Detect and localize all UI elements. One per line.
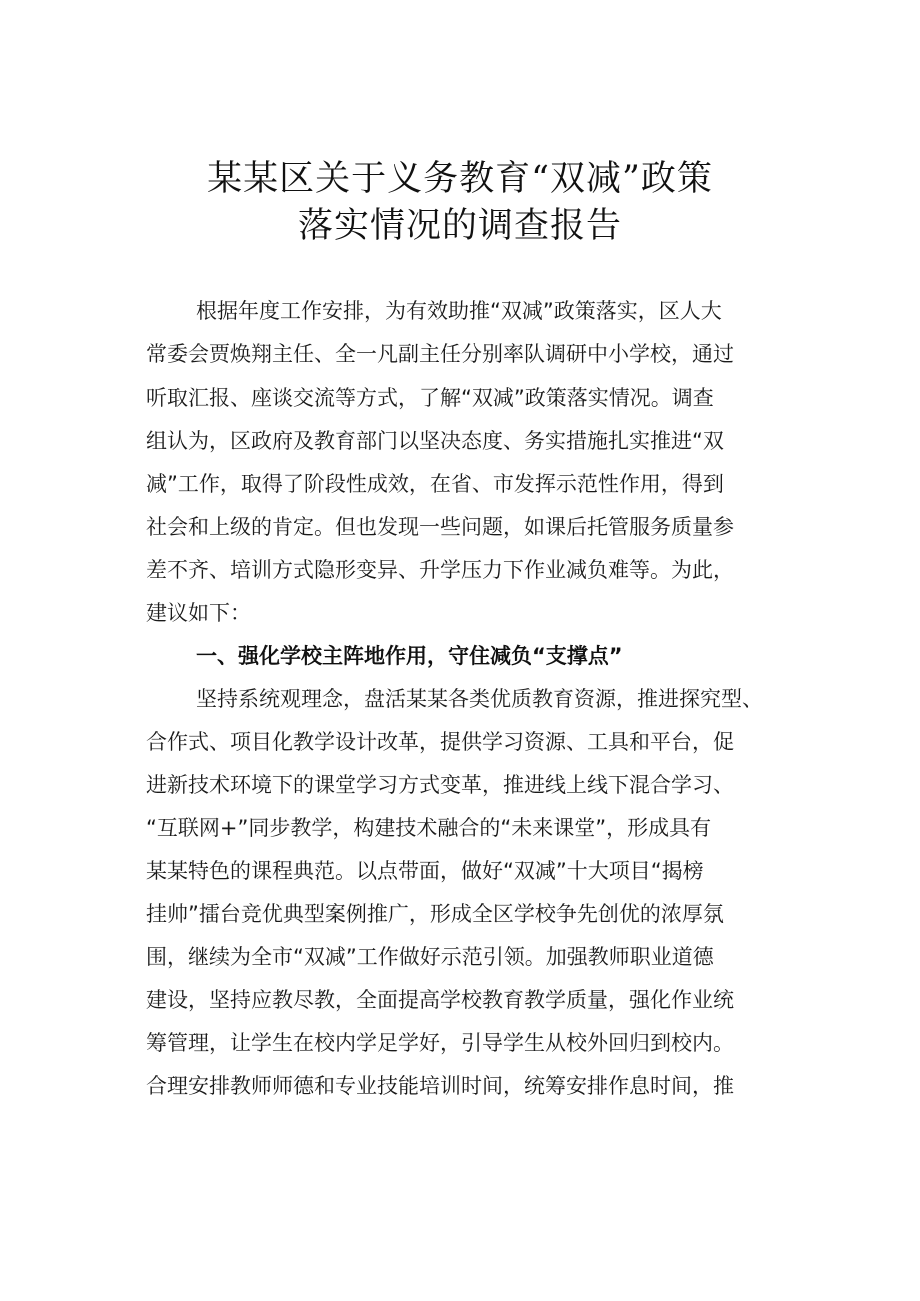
body-text-line: 围，继续为全市“双减”工作做好示范引领。加强教师职业道德 xyxy=(146,945,714,969)
body-text-line: 建议如下： xyxy=(146,601,251,625)
body-text-line: “互联网+”同步教学，构建技术融合的“未来课堂”，形成具有 xyxy=(146,816,712,840)
body-text-line: 社会和上级的肯定。但也发现一些问题，如课后托管服务质量参 xyxy=(146,515,734,539)
section-heading: 一、强化学校主阵地作用，守住减负“支撑点” xyxy=(196,644,623,668)
body-text-line: 常委会贾焕翔主任、全一凡副主任分别率队调研中小学校，通过 xyxy=(146,342,734,366)
body-text-line: 合作式、项目化教学设计改革，提供学习资源、工具和平台，促 xyxy=(146,730,734,754)
body-text-line: 组认为，区政府及教育部门以坚决态度、务实措施扎实推进“双 xyxy=(146,429,724,453)
body-text-line: 坚持系统观理念，盘活某某各类优质教育资源，推进探究型、 xyxy=(196,687,763,711)
body-text-line: 听取汇报、座谈交流等方式，了解“双减”政策落实情况。调查 xyxy=(146,386,714,410)
body-text-line: 减”工作，取得了阶段性成效，在省、市发挥示范性作用，得到 xyxy=(146,472,724,496)
document-title-line-2: 落实情况的调查报告 xyxy=(297,206,622,246)
body-text-line: 筹管理，让学生在校内学足学好，引导学生从校外回归到校内。 xyxy=(146,1031,734,1055)
body-text-line: 挂帅”擂台竞优典型案例推广，形成全区学校争先创优的浓厚氛 xyxy=(146,902,724,926)
body-text-line: 建设，坚持应教尽教，全面提高学校教育教学质量，强化作业统 xyxy=(146,988,734,1012)
document-title-line-1: 某某区关于义务教育“双减”政策 xyxy=(207,159,713,199)
body-text-line: 某某特色的课程典范。以点带面，做好“双减”十大项目“揭榜 xyxy=(146,859,704,883)
body-text-line: 进新技术环境下的课堂学习方式变革，推进线上线下混合学习、 xyxy=(146,773,734,797)
body-text-line: 根据年度工作安排，为有效助推“双减”政策落实，区人大 xyxy=(196,299,722,323)
body-text-line: 合理安排教师师德和专业技能培训时间，统筹安排作息时间，推 xyxy=(146,1074,734,1098)
body-text-line: 差不齐、培训方式隐形变异、升学压力下作业减负难等。为此， xyxy=(146,558,734,582)
